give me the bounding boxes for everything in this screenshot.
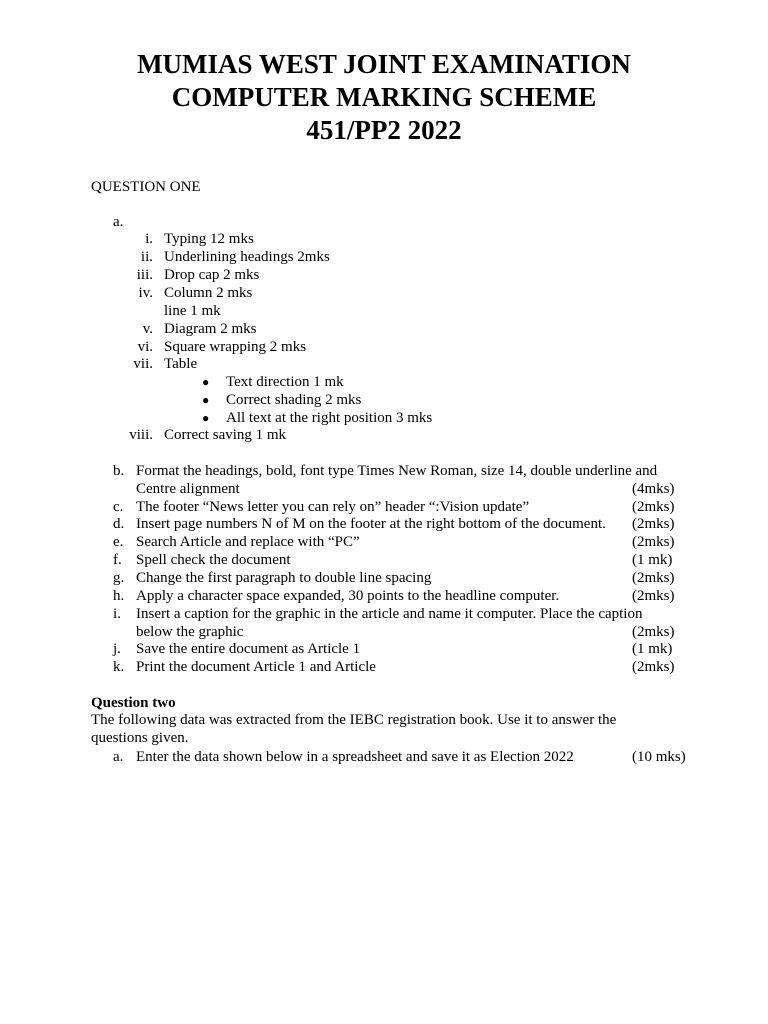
part-marks: (1 mk) bbox=[632, 552, 673, 568]
bullet-icon: ● bbox=[202, 375, 210, 389]
part-marks: (2mks) bbox=[632, 659, 675, 675]
question-two-heading: Question two bbox=[91, 695, 176, 711]
list-item-number: iv. bbox=[138, 285, 153, 301]
exam-code: 451/PP2 2022 bbox=[306, 115, 462, 145]
part-text: Print the document Article 1 and Article bbox=[136, 659, 376, 675]
part-label: i. bbox=[113, 606, 121, 622]
part-marks: (2mks) bbox=[632, 570, 675, 586]
part-label: b. bbox=[113, 463, 125, 479]
part-text-continued: Centre alignment bbox=[136, 481, 240, 497]
question-two-intro: The following data was extracted from the IEBC registration book. Use it to answer the bbox=[91, 712, 617, 728]
part-label: k. bbox=[113, 659, 125, 675]
part-text: Insert a caption for the graphic in the article and name it computer. Place the caption bbox=[136, 606, 643, 622]
list-item-number: ii. bbox=[140, 249, 153, 265]
part-label: j. bbox=[113, 641, 121, 657]
list-item-number: iii. bbox=[136, 267, 153, 283]
part-label: e. bbox=[113, 534, 124, 550]
part-label: d. bbox=[113, 516, 125, 532]
part-text: The footer “News letter you can rely on” header “:Vision update” bbox=[136, 499, 530, 515]
bullet-icon: ● bbox=[202, 393, 210, 407]
part-marks: (2mks) bbox=[632, 499, 675, 515]
list-item: Column 2 mks bbox=[164, 285, 253, 301]
part-marks: (2mks) bbox=[632, 516, 675, 532]
part-text: Search Article and replace with “PC” bbox=[136, 534, 360, 550]
bullet-item: All text at the right position 3 mks bbox=[226, 410, 433, 426]
list-item-number: vii. bbox=[133, 356, 153, 372]
exam-title: MUMIAS WEST JOINT EXAMINATION bbox=[137, 49, 631, 79]
list-item: Diagram 2 mks bbox=[164, 321, 257, 337]
list-item: Table bbox=[164, 356, 198, 372]
list-item: Drop cap 2 mks bbox=[164, 267, 260, 283]
exam-subtitle: COMPUTER MARKING SCHEME bbox=[171, 82, 597, 112]
part-label: c. bbox=[113, 499, 124, 515]
list-item: Square wrapping 2 mks bbox=[164, 339, 307, 355]
bullet-item: Correct shading 2 mks bbox=[226, 392, 362, 408]
part-text: Change the first paragraph to double line spacing bbox=[136, 570, 432, 586]
question-two-intro-continued: questions given. bbox=[91, 730, 189, 746]
question-one-heading: QUESTION ONE bbox=[91, 179, 201, 195]
part-label: h. bbox=[113, 588, 125, 604]
part-marks: (2mks) bbox=[632, 534, 675, 550]
list-item: line 1 mk bbox=[164, 303, 221, 319]
list-item-number: viii. bbox=[129, 427, 153, 443]
list-item: Underlining headings 2mks bbox=[164, 249, 330, 265]
part-text: Insert page numbers N of M on the footer at the right bottom of the document. bbox=[136, 516, 606, 532]
list-item: Correct saving 1 mk bbox=[164, 427, 287, 443]
part-label: g. bbox=[113, 570, 125, 586]
bullet-icon: ● bbox=[202, 411, 210, 425]
part-label: a. bbox=[113, 749, 124, 765]
part-text-continued: below the graphic bbox=[136, 624, 244, 640]
part-text: Enter the data shown below in a spreadsheet and save it as Election 2022 bbox=[136, 749, 574, 765]
part-text: Spell check the document bbox=[136, 552, 291, 568]
part-label: f. bbox=[113, 552, 122, 568]
part-marks: (2mks) bbox=[632, 588, 675, 604]
list-item-number: i. bbox=[145, 231, 153, 247]
part-marks: (2mks) bbox=[632, 624, 675, 640]
bullet-item: Text direction 1 mk bbox=[226, 374, 344, 390]
part-text: Save the entire document as Article 1 bbox=[136, 641, 361, 657]
part-marks: (10 mks) bbox=[632, 749, 686, 765]
part-text: Apply a character space expanded, 30 points to the headline computer. bbox=[136, 588, 560, 604]
part-text: Format the headings, bold, font type Times New Roman, size 14, double underline and bbox=[136, 463, 658, 479]
list-item-number: v. bbox=[142, 321, 153, 337]
part-marks: (4mks) bbox=[632, 481, 675, 497]
list-item: Typing 12 mks bbox=[164, 231, 254, 247]
list-item-number: vi. bbox=[137, 339, 153, 355]
part-a-label: a. bbox=[113, 214, 124, 230]
part-marks: (1 mk) bbox=[632, 641, 673, 657]
